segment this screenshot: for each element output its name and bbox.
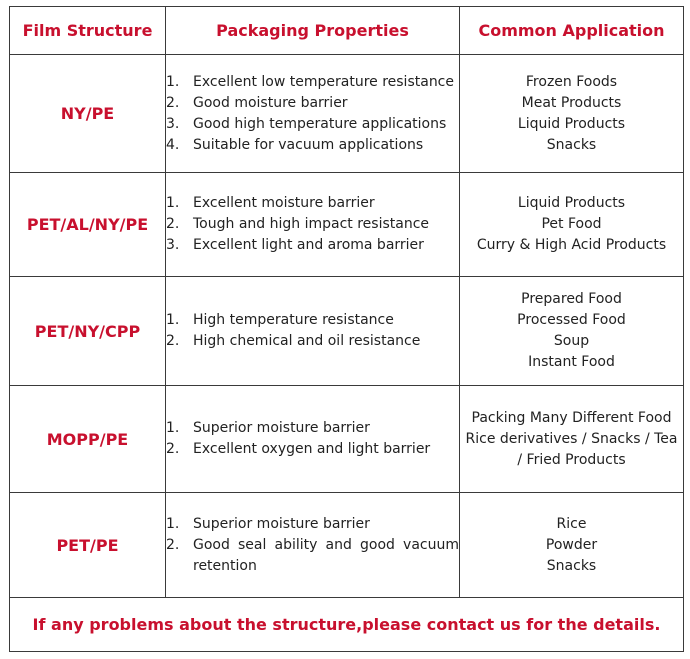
application-item: Snacks <box>546 557 597 574</box>
application-item: Curry & High Acid Products <box>476 237 667 253</box>
application-item: / Fried Products <box>517 451 626 468</box>
properties-cell <box>166 277 460 386</box>
application-item: Rice <box>556 515 587 532</box>
property-item <box>166 214 459 235</box>
application-item: Snacks <box>546 136 597 153</box>
properties-list <box>166 310 459 352</box>
property-text: Excellent oxygen and light barrier <box>193 441 431 457</box>
table-row <box>10 173 684 277</box>
application-item: Liquid Products <box>517 195 626 211</box>
property-item <box>166 439 459 460</box>
property-item <box>166 235 459 256</box>
properties-list <box>166 72 459 156</box>
structure-cell: NY/PE <box>10 55 166 173</box>
property-number: 3. <box>166 237 180 253</box>
property-number: 1. <box>166 515 180 532</box>
header-film-structure: Film Structure <box>10 7 166 55</box>
application-item: Liquid Products <box>517 115 626 132</box>
property-item <box>166 310 459 331</box>
property-text: Superior moisture barrier <box>193 515 370 532</box>
applications-cell <box>460 386 684 493</box>
application-item: Meat Products <box>521 94 622 111</box>
properties-list <box>166 193 459 256</box>
header-row <box>10 7 684 55</box>
applications-cell <box>460 493 684 598</box>
application-item: Packing Many Different Food <box>471 409 672 426</box>
structure-cell: PET/NY/CPP <box>10 277 166 386</box>
property-number: 1. <box>166 73 180 90</box>
property-item <box>166 331 459 352</box>
applications-cell <box>460 277 684 386</box>
property-number: 2. <box>166 333 180 349</box>
property-number: 2. <box>166 216 180 232</box>
property-text: Tough and high impact resistance <box>193 216 430 232</box>
properties-cell <box>166 55 460 173</box>
property-text: Suitable for vacuum applications <box>193 136 424 153</box>
header-packaging-properties: Packaging Properties <box>166 7 460 55</box>
properties-cell <box>166 386 460 493</box>
property-item <box>166 535 459 577</box>
table-row <box>10 55 684 173</box>
property-item <box>166 135 459 156</box>
property-item <box>166 72 459 93</box>
property-number: 4. <box>166 136 180 153</box>
property-number: 1. <box>166 420 180 436</box>
property-number: 2. <box>166 94 180 111</box>
structure-cell: PET/AL/NY/PE <box>10 173 166 277</box>
table-row <box>10 277 684 386</box>
application-item: Processed Food <box>517 312 626 328</box>
property-text: Excellent moisture barrier <box>193 195 375 211</box>
properties-cell <box>166 173 460 277</box>
application-item: Instant Food <box>528 354 615 370</box>
application-item: Frozen Foods <box>525 73 618 90</box>
property-text: Excellent low temperature resistance <box>193 73 454 90</box>
property-number: 2. <box>166 536 180 553</box>
property-text: High chemical and oil resistance <box>193 333 421 349</box>
contact-note: If any problems about the structure,please contact us for the details. <box>10 598 684 652</box>
property-number: 1. <box>166 195 180 211</box>
application-item: Rice derivatives / Snacks / Tea <box>465 430 678 447</box>
structure-cell: MOPP/PE <box>10 386 166 493</box>
properties-list <box>166 418 459 460</box>
property-item <box>166 418 459 439</box>
properties-cell <box>166 493 460 598</box>
structure-cell: PET/PE <box>10 493 166 598</box>
application-item: Soup <box>553 333 590 349</box>
film-structure-table <box>9 6 684 652</box>
property-number: 3. <box>166 115 180 132</box>
table-row <box>10 386 684 493</box>
property-text: Good moisture barrier <box>193 94 348 111</box>
property-number: 2. <box>166 441 180 457</box>
application-item: Prepared Food <box>521 291 622 307</box>
property-item <box>166 193 459 214</box>
property-text: Good seal ability and good vacuum retention <box>193 536 459 574</box>
applications-cell <box>460 55 684 173</box>
property-text: Good high temperature applications <box>193 115 447 132</box>
property-item <box>166 93 459 114</box>
property-text: Excellent light and aroma barrier <box>193 237 424 253</box>
property-item <box>166 114 459 135</box>
header-common-application: Common Application <box>460 7 684 55</box>
property-text: Superior moisture barrier <box>193 420 370 436</box>
properties-list <box>166 514 459 577</box>
property-item <box>166 514 459 535</box>
property-text: High temperature resistance <box>193 312 394 328</box>
application-item: Powder <box>545 536 598 553</box>
table-row <box>10 493 684 598</box>
applications-cell <box>460 173 684 277</box>
application-item: Pet Food <box>541 216 602 232</box>
property-number: 1. <box>166 312 180 328</box>
footer-row <box>10 598 684 652</box>
